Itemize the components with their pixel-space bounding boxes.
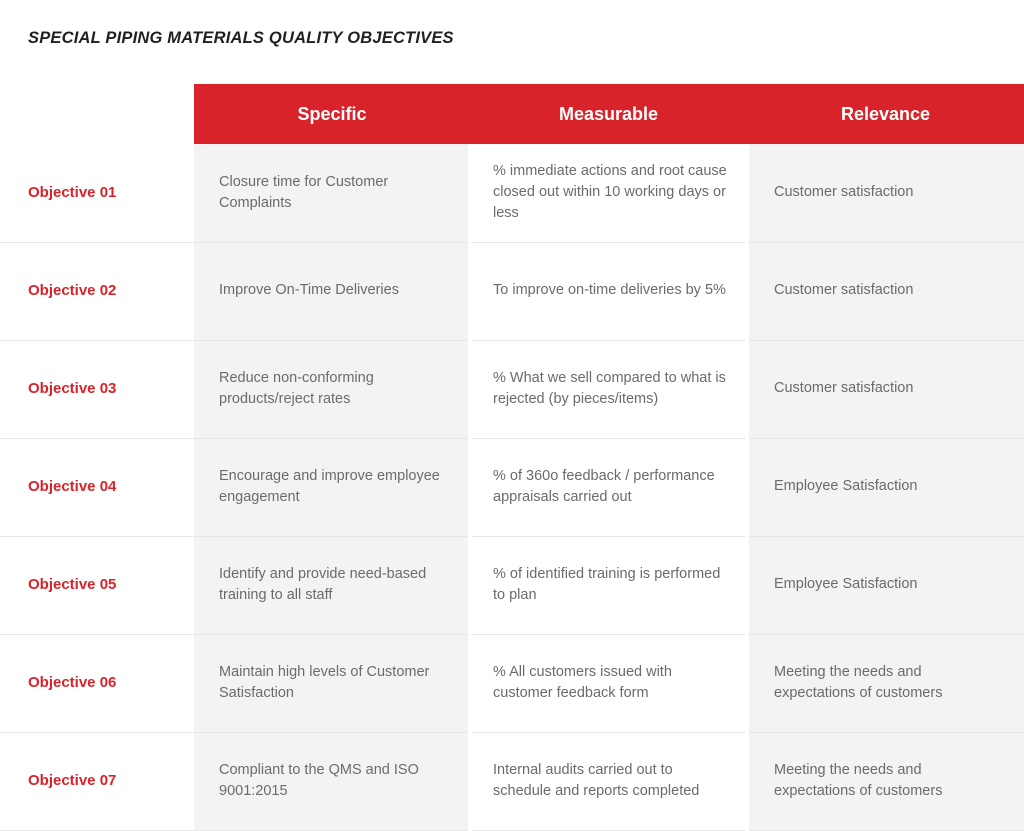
relevance-cell: Customer satisfaction xyxy=(747,340,1024,438)
specific-cell: Maintain high levels of Customer Satisfaction xyxy=(194,634,470,732)
measurable-cell: Internal audits carried out to schedule and reports completed xyxy=(470,732,747,830)
objective-label: Objective 04 xyxy=(0,438,194,536)
column-header-relevance: Relevance xyxy=(747,84,1024,144)
table-row xyxy=(0,340,1024,438)
table-body xyxy=(0,144,1024,830)
specific-cell: Closure time for Customer Complaints xyxy=(194,144,470,242)
specific-cell: Encourage and improve employee engagement xyxy=(194,438,470,536)
quality-objectives-table xyxy=(0,84,1024,831)
column-header-objective xyxy=(0,84,194,144)
relevance-cell: Meeting the needs and expectations of customers xyxy=(747,732,1024,830)
specific-cell: Reduce non-conforming products/reject rates xyxy=(194,340,470,438)
column-header-specific: Specific xyxy=(194,84,470,144)
measurable-cell: % What we sell compared to what is rejected (by pieces/items) xyxy=(470,340,747,438)
table-row xyxy=(0,144,1024,242)
table-row xyxy=(0,634,1024,732)
table-row xyxy=(0,536,1024,634)
measurable-cell: % of identified training is performed to plan xyxy=(470,536,747,634)
relevance-cell: Meeting the needs and expectations of customers xyxy=(747,634,1024,732)
measurable-cell: % immediate actions and root cause closed out within 10 working days or less xyxy=(470,144,747,242)
measurable-cell: To improve on-time deliveries by 5% xyxy=(470,242,747,340)
table-header xyxy=(0,84,1024,144)
measurable-cell: % All customers issued with customer feedback form xyxy=(470,634,747,732)
objective-label: Objective 05 xyxy=(0,536,194,634)
measurable-cell: % of 360o feedback / performance appraisals carried out xyxy=(470,438,747,536)
specific-cell: Compliant to the QMS and ISO 9001:2015 xyxy=(194,732,470,830)
objective-label: Objective 06 xyxy=(0,634,194,732)
table-row xyxy=(0,242,1024,340)
page-title: SPECIAL PIPING MATERIALS QUALITY OBJECTIVES xyxy=(28,29,454,47)
objective-label: Objective 03 xyxy=(0,340,194,438)
relevance-cell: Employee Satisfaction xyxy=(747,438,1024,536)
relevance-cell: Employee Satisfaction xyxy=(747,536,1024,634)
table-header-row xyxy=(0,84,1024,144)
relevance-cell: Customer satisfaction xyxy=(747,242,1024,340)
table-row xyxy=(0,438,1024,536)
objective-label: Objective 07 xyxy=(0,732,194,830)
specific-cell: Improve On-Time Deliveries xyxy=(194,242,470,340)
specific-cell: Identify and provide need-based training to all staff xyxy=(194,536,470,634)
objective-label: Objective 01 xyxy=(0,144,194,242)
objective-label: Objective 02 xyxy=(0,242,194,340)
column-header-measurable: Measurable xyxy=(470,84,747,144)
table-row xyxy=(0,732,1024,830)
relevance-cell: Customer satisfaction xyxy=(747,144,1024,242)
